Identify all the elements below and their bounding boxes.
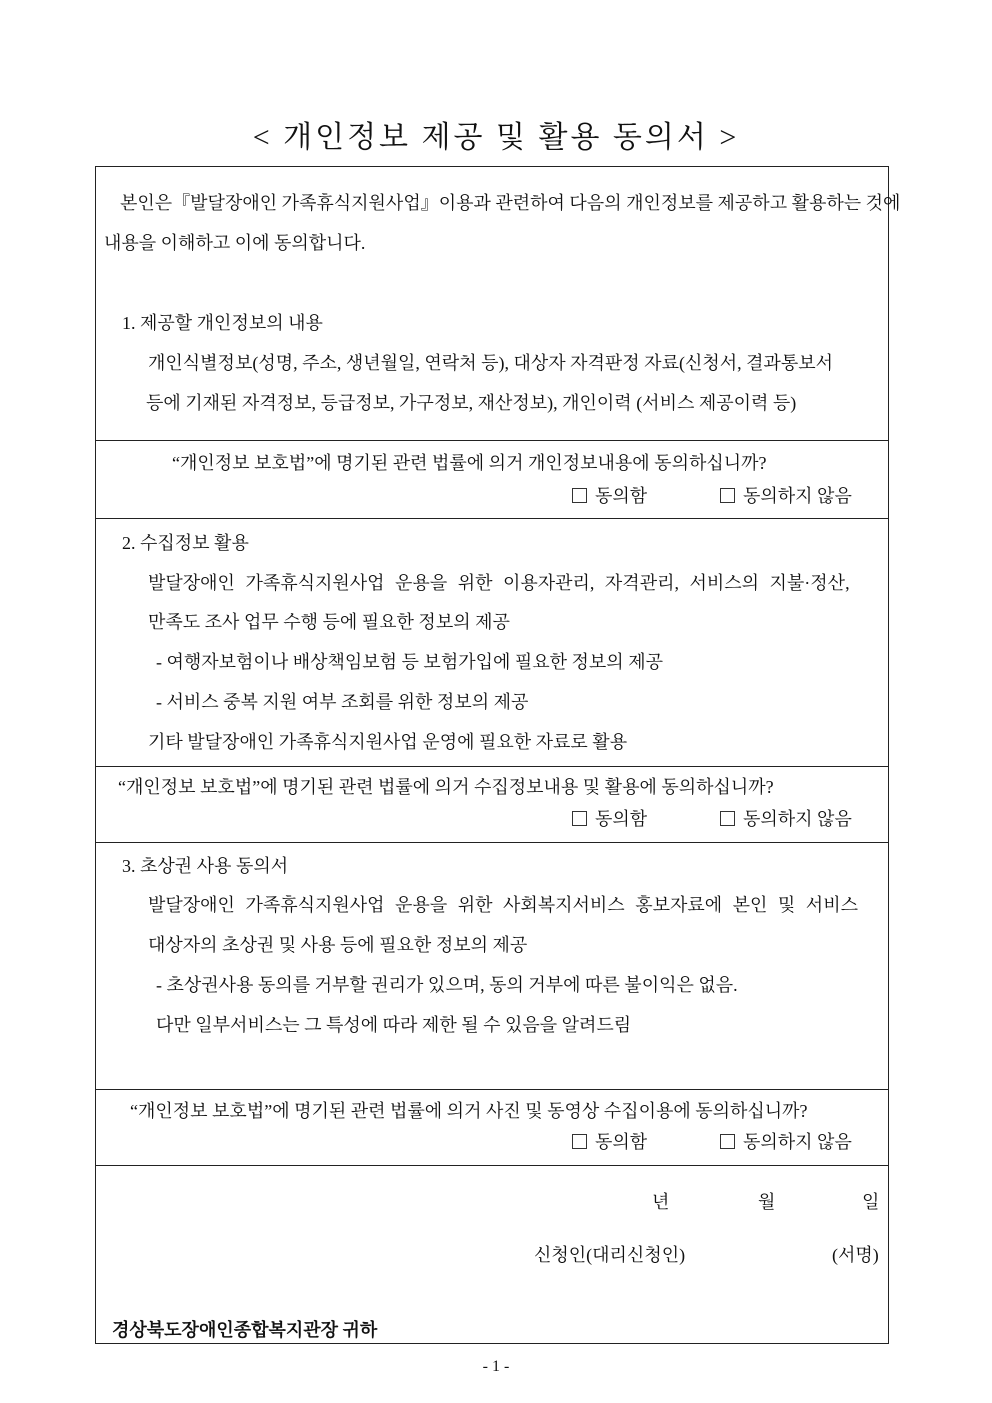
- recipient: 경상북도장애인종합복지관장 귀하: [112, 1320, 378, 1340]
- section-text: 등에 기재된 자격정보, 등급정보, 가구정보, 재산정보), 개인이력 (서비스 제공이력 등): [146, 393, 797, 413]
- agree-checkbox[interactable]: [572, 485, 647, 507]
- divider: [95, 1089, 889, 1090]
- checkbox-icon: [720, 1134, 735, 1149]
- agree-checkbox[interactable]: [572, 1131, 647, 1153]
- section-heading: 2. 수집정보 활용: [122, 533, 249, 553]
- section-text: - 여행자보험이나 배상책임보험 등 보험가입에 필요한 정보의 제공: [156, 652, 663, 672]
- checkbox-icon: [572, 811, 587, 826]
- divider: [95, 518, 889, 519]
- checkbox-label: 동의함: [595, 809, 648, 829]
- checkbox-icon: [720, 488, 735, 503]
- section-text: 대상자의 초상권 및 사용 등에 필요한 정보의 제공: [148, 935, 528, 955]
- consent-question: “개인정보 보호법”에 명기된 관련 법률에 의거 사진 및 동영상 수집이용에 동의하십니까?: [130, 1101, 808, 1121]
- checkbox-icon: [572, 1134, 587, 1149]
- disagree-checkbox[interactable]: [720, 1131, 852, 1153]
- checkbox-icon: [720, 811, 735, 826]
- consent-form-table: [95, 166, 889, 1344]
- page-title: < 개인정보 제공 및 활용 동의서 >: [252, 121, 740, 154]
- section-text: - 초상권사용 동의를 거부할 권리가 있으며, 동의 거부에 따른 불이익은 없음.: [156, 975, 738, 995]
- disagree-checkbox[interactable]: [720, 808, 852, 830]
- date-day-label: 일: [862, 1192, 880, 1212]
- checkbox-label: 동의함: [595, 1132, 648, 1152]
- divider: [95, 440, 889, 441]
- agree-checkbox[interactable]: [572, 808, 647, 830]
- section-text: 발달장애인 가족휴식지원사업 운용을 위한 이용자관리, 자격관리, 서비스의 지불·정산,: [148, 573, 850, 593]
- date-month-label: 월: [758, 1192, 776, 1212]
- signature-label: (서명): [832, 1245, 879, 1265]
- section-text: 만족도 조사 업무 수행 등에 필요한 정보의 제공: [148, 612, 510, 632]
- date-year-label: 년: [652, 1192, 670, 1212]
- checkbox-label: 동의하지 않음: [743, 486, 852, 506]
- checkbox-label: 동의함: [595, 486, 648, 506]
- divider: [95, 1165, 889, 1166]
- checkbox-icon: [572, 488, 587, 503]
- consent-question: “개인정보 보호법”에 명기된 관련 법률에 의거 수집정보내용 및 활용에 동의하십니까?: [118, 777, 774, 797]
- section-text: 발달장애인 가족휴식지원사업 운용을 위한 사회복지서비스 홍보자료에 본인 및 서비스: [148, 895, 858, 915]
- section-text: - 서비스 중복 지원 여부 조회를 위한 정보의 제공: [156, 692, 529, 712]
- applicant-label: 신청인(대리신청인): [534, 1245, 686, 1265]
- section-heading: 1. 제공할 개인정보의 내용: [122, 313, 323, 333]
- divider: [95, 766, 889, 767]
- page-number: - 1 -: [482, 1358, 510, 1375]
- intro-text: 내용을 이해하고 이에 동의합니다.: [104, 233, 366, 253]
- section-text: 다만 일부서비스는 그 특성에 따라 제한 될 수 있음을 알려드림: [156, 1015, 632, 1035]
- consent-question: “개인정보 보호법”에 명기된 관련 법률에 의거 개인정보내용에 동의하십니까?: [172, 453, 767, 473]
- section-text: 기타 발달장애인 가족휴식지원사업 운영에 필요한 자료로 활용: [148, 732, 628, 752]
- checkbox-label: 동의하지 않음: [743, 1132, 852, 1152]
- section-text: 개인식별정보(성명, 주소, 생년월일, 연락처 등), 대상자 자격판정 자료(신청서, 결과통보서: [148, 353, 834, 373]
- disagree-checkbox[interactable]: [720, 485, 852, 507]
- checkbox-label: 동의하지 않음: [743, 809, 852, 829]
- section-heading: 3. 초상권 사용 동의서: [122, 856, 289, 876]
- divider: [95, 842, 889, 843]
- intro-text: 본인은『발달장애인 가족휴식지원사업』이용과 관련하여 다음의 개인정보를 제공하고 활용하는 것에: [120, 193, 901, 213]
